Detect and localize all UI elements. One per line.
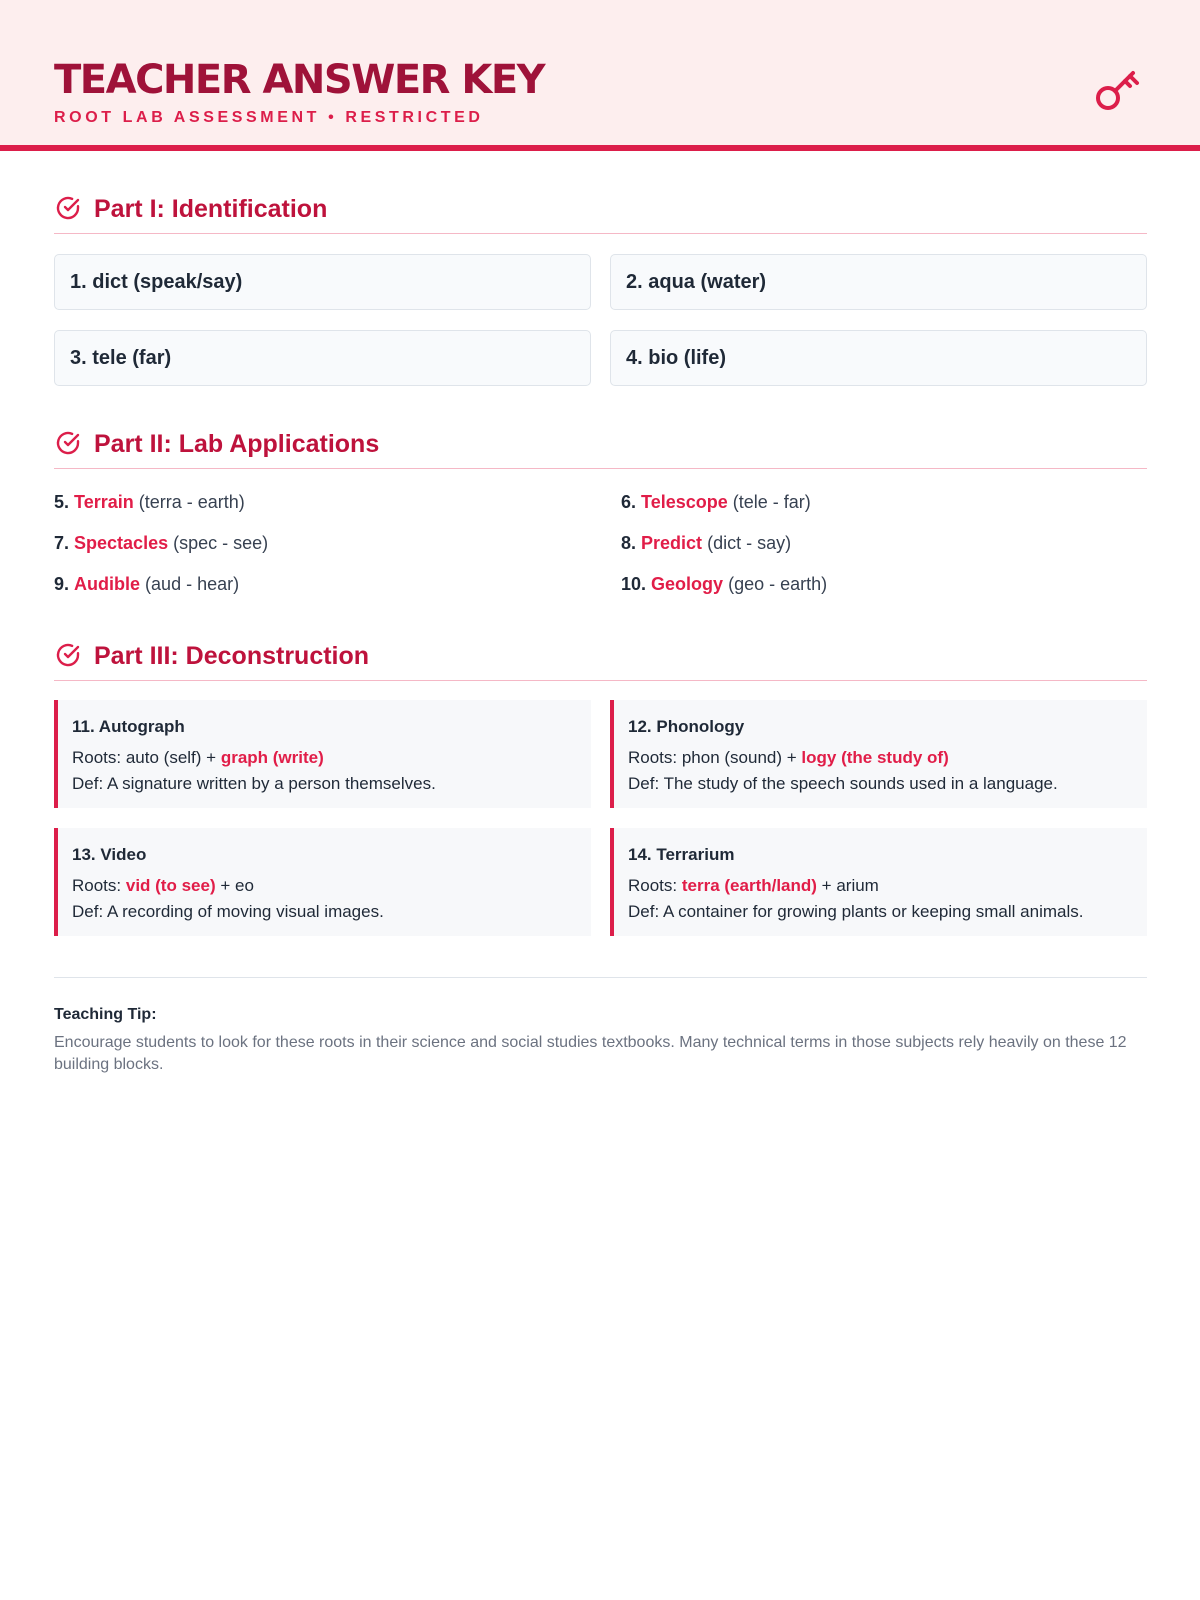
check-circle-icon [54,641,82,669]
root-hint: (tele - far) [732,492,811,512]
root-hint: (dict - say) [707,533,792,553]
application-answer [621,490,811,514]
roots-line: Roots: vid (to see) + eo [72,876,254,895]
answer-word: Terrain [74,492,134,512]
section-part-3-header [54,641,1147,681]
application-answer [54,531,268,555]
definition-line: Def: A signature written by a person themselves. [72,774,436,793]
definition-line: Def: A recording of moving visual images. [72,902,384,921]
answer-word: Telescope [641,492,728,512]
roots-line: Roots: phon (sound) + logy (the study of) [628,748,949,767]
item-number: 8. [621,533,637,553]
item-number: 6. [621,492,637,512]
deconstruction-card [610,828,1147,936]
item-number: 10. [621,574,647,594]
deconstruction-word: 11. Autograph [72,717,185,736]
deconstruction-card [54,700,591,808]
item-number: 7. [54,533,70,553]
application-answer [54,490,245,514]
deconstruction-card [54,828,591,936]
application-answer [621,572,827,596]
section-part-1-header [54,194,1147,234]
deconstruction-card [610,700,1147,808]
page-header [0,0,1200,151]
identification-answer: 1. dict (speak/say) [54,254,591,310]
page-subtitle: ROOT LAB ASSESSMENT • RESTRICTED [54,109,484,126]
deconstruction-word: 12. Phonology [628,717,745,736]
key-icon [1093,66,1147,120]
check-circle-icon [54,429,82,457]
answer-word: Geology [651,574,724,594]
section-part-1-title: Part I: Identification [94,195,328,223]
deconstruction-word: 13. Video [72,845,147,864]
identification-answer: 3. tele (far) [54,330,591,386]
identification-answer: 4. bio (life) [610,330,1147,386]
answer-word: Audible [74,574,141,594]
root-hint: (terra - earth) [138,492,245,512]
divider [54,977,1147,978]
application-answer [54,572,239,596]
definition-line: Def: The study of the speech sounds used in a language. [628,774,1058,793]
teaching-tip-label: Teaching Tip: [54,1006,157,1023]
section-part-2-title: Part II: Lab Applications [94,430,380,458]
roots-line: Roots: terra (earth/land) + arium [628,876,879,895]
deconstruction-word: 14. Terrarium [628,845,735,864]
check-circle-icon [54,194,82,222]
item-number: 5. [54,492,70,512]
teaching-tip-text: Encourage students to look for these roots in their science and social studies textbooks. Many technical terms in those subjects rely heavily on these 12 building blocks. [54,1034,1127,1073]
root-hint: (spec - see) [173,533,269,553]
answer-word: Spectacles [74,533,169,553]
section-part-3-title: Part III: Deconstruction [94,642,370,670]
page-title: TEACHER ANSWER KEY [54,57,545,103]
answer-word: Predict [641,533,703,553]
section-part-2-header [54,429,1147,469]
roots-line: Roots: auto (self) + graph (write) [72,748,324,767]
root-hint: (geo - earth) [728,574,828,594]
root-hint: (aud - hear) [145,574,240,594]
item-number: 9. [54,574,70,594]
identification-answer: 2. aqua (water) [610,254,1147,310]
definition-line: Def: A container for growing plants or keeping small animals. [628,902,1084,921]
application-answer [621,531,791,555]
